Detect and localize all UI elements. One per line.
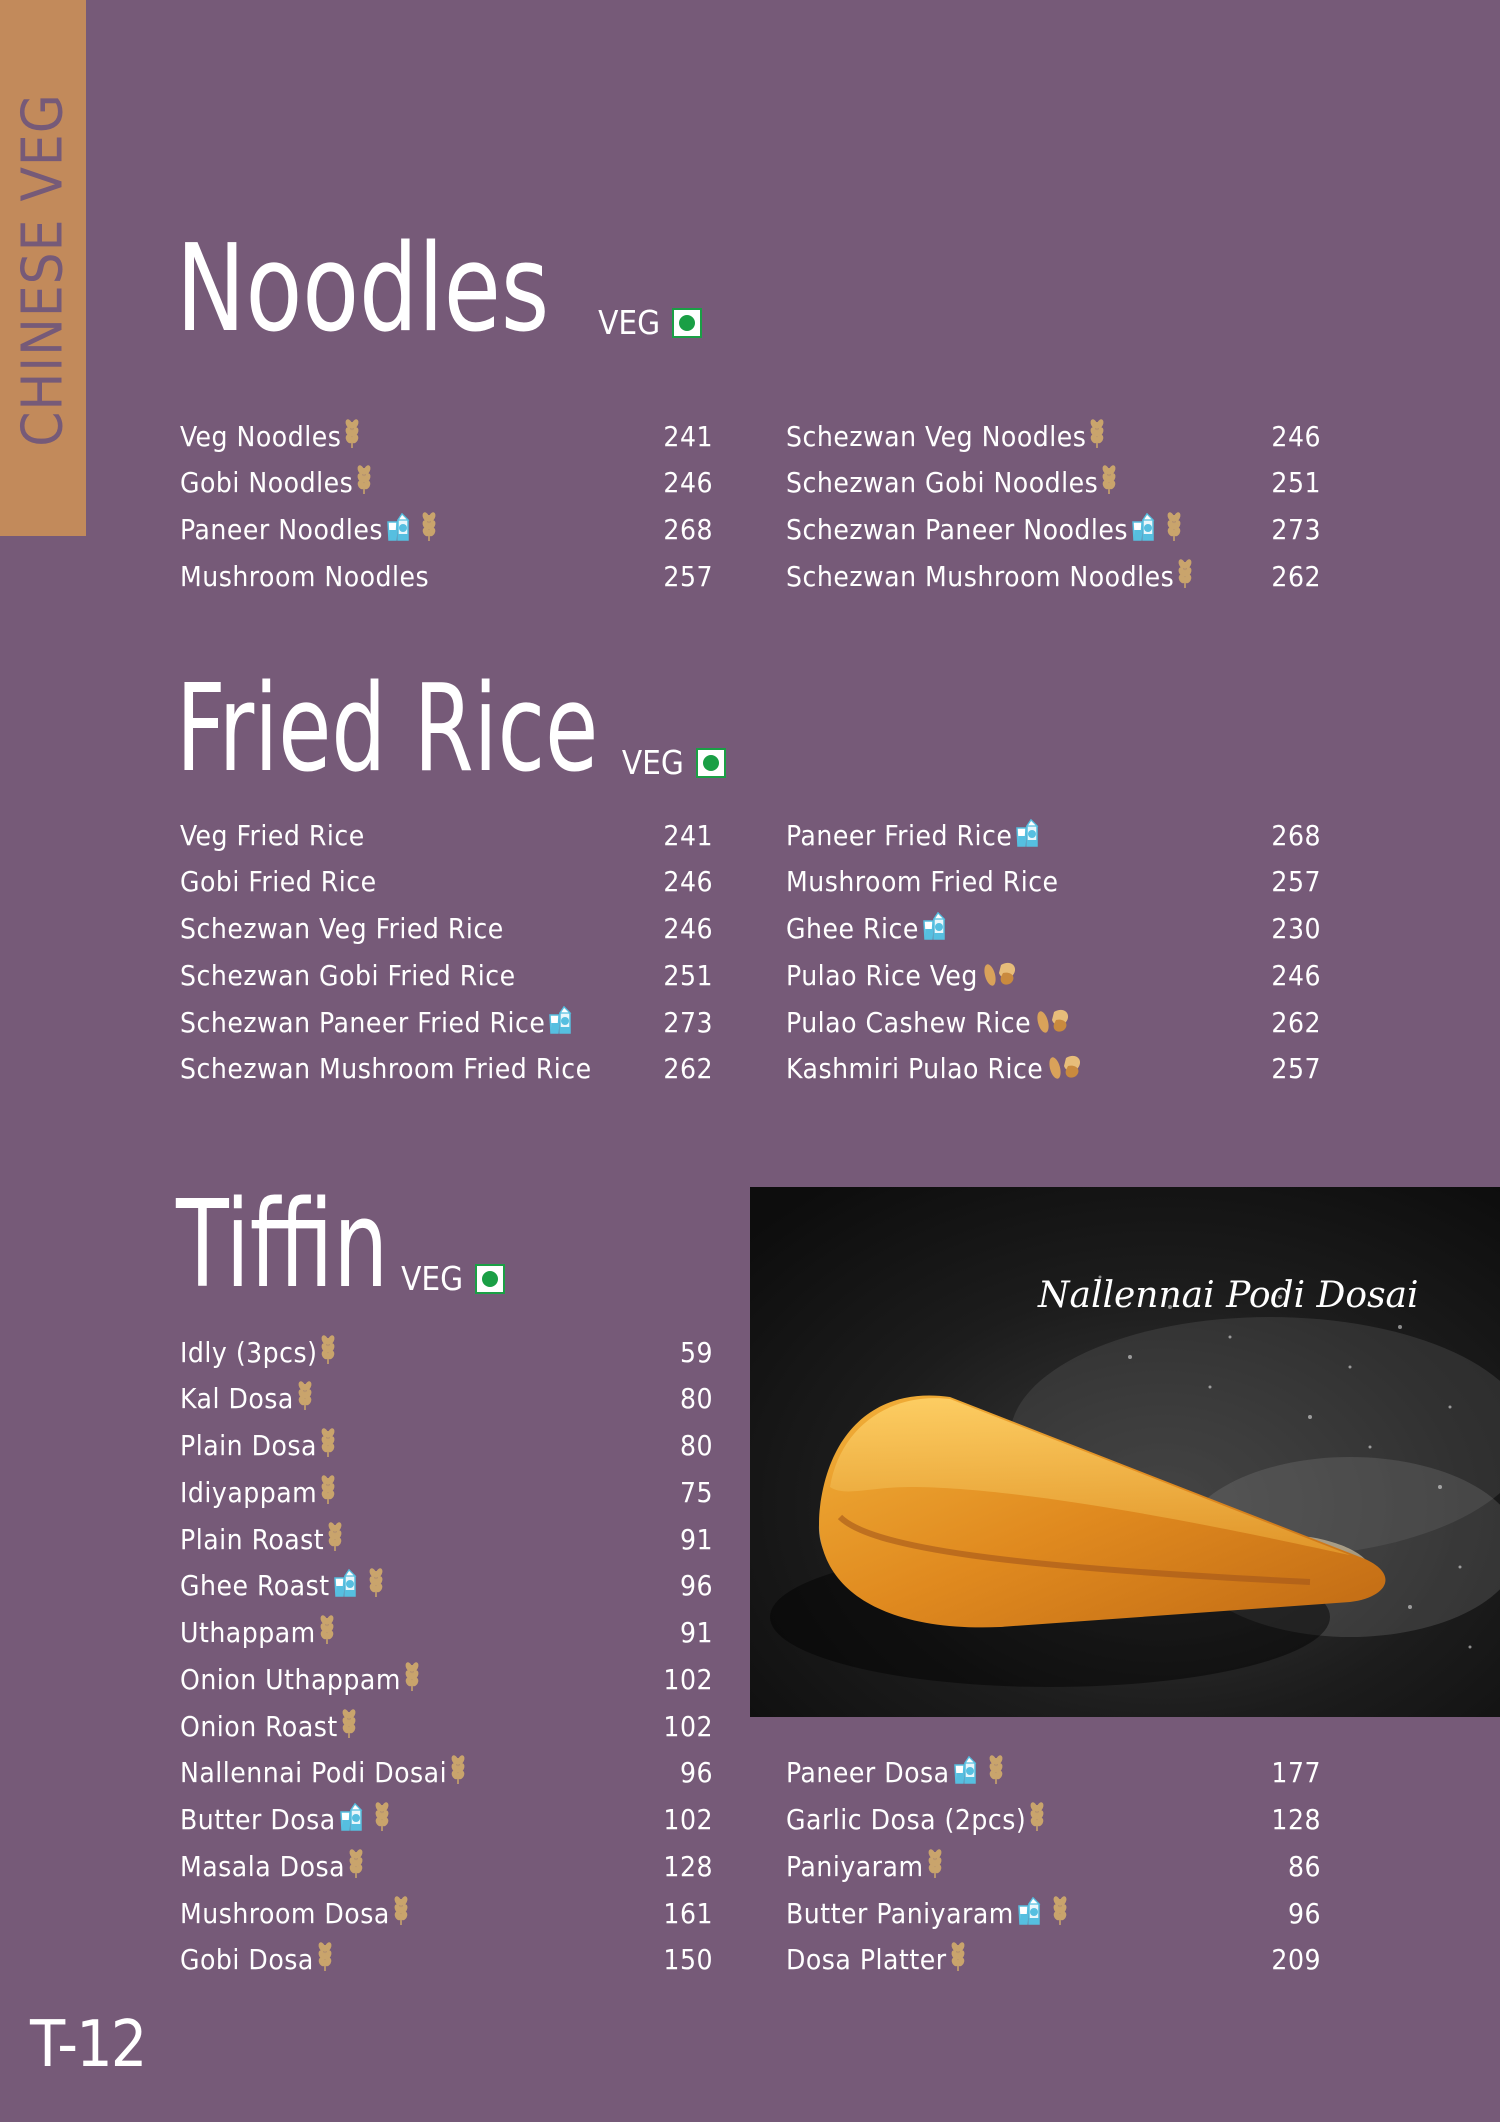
item-name <box>180 418 360 455</box>
item-icons <box>393 1895 409 1932</box>
menu-item <box>180 1656 713 1702</box>
wheat-icon <box>927 1848 943 1885</box>
menu-item <box>180 1423 713 1469</box>
dosa-image <box>750 1187 1500 1717</box>
menu-item <box>180 507 713 553</box>
wheat-icon <box>1166 511 1182 548</box>
item-icons <box>319 1614 335 1651</box>
item-icons <box>341 1708 357 1745</box>
item-name <box>180 1474 336 1511</box>
side-tab <box>0 0 86 536</box>
item-name-text: Schezwan Paneer Noodles <box>786 513 1129 546</box>
nuts-icon <box>1046 1048 1086 1089</box>
item-name <box>180 1708 357 1745</box>
item-name <box>180 1380 313 1417</box>
item-name-text: Gobi Dosa <box>180 1943 314 1977</box>
menu-item <box>786 1750 1321 1796</box>
menu-item <box>786 413 1321 459</box>
item-price: 128 <box>1271 1803 1321 1836</box>
menu-item <box>786 812 1321 858</box>
nuts-icon <box>981 955 1021 996</box>
item-icons <box>386 510 437 549</box>
wheat-icon <box>348 1848 364 1885</box>
item-name-text: Schezwan Veg Noodles <box>786 419 1087 453</box>
item-price: 246 <box>663 865 713 899</box>
item-price: 262 <box>1271 559 1321 593</box>
item-price: 241 <box>663 818 713 852</box>
item-icons <box>404 1661 420 1698</box>
item-price: 75 <box>679 1475 713 1509</box>
item-icons <box>1015 816 1047 855</box>
nuts-icon <box>1034 1002 1074 1043</box>
item-price: 246 <box>1271 419 1321 453</box>
wheat-icon <box>1052 1895 1068 1932</box>
item-name <box>786 909 954 948</box>
wheat-icon <box>421 511 437 548</box>
wheat-icon <box>950 1941 966 1978</box>
wheat-icon <box>393 1895 409 1932</box>
wheat-icon <box>320 1334 336 1371</box>
item-price: 273 <box>663 1005 713 1039</box>
item-price: 161 <box>663 1896 713 1930</box>
item-icons <box>344 418 360 455</box>
menu-item <box>180 1563 713 1609</box>
item-name <box>180 959 516 992</box>
wheat-icon <box>341 1708 357 1745</box>
item-price: 251 <box>1271 466 1321 500</box>
item-price: 80 <box>679 1429 713 1462</box>
item-name-text: Mushroom Noodles <box>180 559 430 593</box>
milk-icon <box>339 1800 371 1839</box>
milk-icon <box>1015 816 1047 855</box>
item-icons <box>548 1003 580 1042</box>
page-number: T-12 <box>30 2008 146 2082</box>
item-name-text: Nallennai Podi Dosai <box>180 1756 448 1790</box>
item-name-text: Schezwan Veg Fried Rice <box>180 912 504 945</box>
item-icons <box>317 1941 333 1978</box>
item-name <box>786 1941 966 1978</box>
item-name <box>180 1334 336 1371</box>
item-name-text: Plain Roast <box>180 1522 325 1556</box>
item-name <box>180 1800 390 1839</box>
item-name-text: Idly (3pcs) <box>180 1335 318 1369</box>
item-name-text: Kal Dosa <box>180 1382 294 1416</box>
item-price: 177 <box>1271 1756 1321 1790</box>
item-price: 59 <box>679 1335 713 1369</box>
milk-icon <box>953 1753 985 1792</box>
wheat-icon <box>1029 1801 1045 1838</box>
item-name-text: Dosa Platter <box>786 1943 947 1977</box>
item-price: 246 <box>663 912 713 945</box>
item-name-text: Mushroom Dosa <box>180 1896 390 1930</box>
wheat-icon <box>1101 464 1117 501</box>
tiffin-heading <box>176 1176 505 1315</box>
item-icons <box>950 1941 966 1978</box>
item-name-text: Mushroom Fried Rice <box>786 865 1059 899</box>
wheat-icon <box>344 418 360 455</box>
item-price: 209 <box>1271 1943 1321 1977</box>
item-name-text: Schezwan Mushroom Noodles <box>786 559 1175 593</box>
menu-item <box>180 906 713 952</box>
menu-item <box>786 999 1321 1045</box>
item-name <box>180 1661 420 1698</box>
wheat-icon <box>1089 418 1105 455</box>
menu-item <box>786 952 1321 998</box>
item-price: 246 <box>1271 958 1321 992</box>
item-name <box>786 464 1117 501</box>
menu-item <box>180 1516 713 1562</box>
item-price: 96 <box>679 1756 713 1790</box>
milk-icon <box>1017 1894 1049 1933</box>
item-name <box>786 1002 1074 1043</box>
item-price: 257 <box>663 559 713 593</box>
item-icons <box>1046 1048 1086 1089</box>
item-price: 268 <box>1271 818 1321 852</box>
menu-item <box>180 1703 713 1749</box>
menu-item <box>180 1046 713 1092</box>
menu-item <box>180 859 713 905</box>
veg-symbol-icon <box>672 308 702 338</box>
veg-text: VEG <box>598 303 661 342</box>
menu-item <box>786 1937 1321 1983</box>
item-name-text: Onion Uthappam <box>180 1662 401 1696</box>
item-name <box>180 1941 333 1978</box>
item-price: 241 <box>663 419 713 453</box>
item-icons <box>1177 558 1193 595</box>
item-name <box>180 819 365 852</box>
item-icons <box>927 1848 943 1885</box>
wheat-icon <box>368 1567 384 1604</box>
item-icons <box>320 1474 336 1511</box>
item-name <box>180 1848 364 1885</box>
wheat-icon <box>404 1661 420 1698</box>
item-icons <box>1029 1801 1045 1838</box>
item-price: 262 <box>1271 1005 1321 1039</box>
item-price: 96 <box>1287 1896 1321 1930</box>
item-name-text: Paneer Dosa <box>786 1756 950 1790</box>
wheat-icon <box>356 464 372 501</box>
item-price: 102 <box>663 1709 713 1743</box>
item-name-text: Butter Paniyaram <box>786 1896 1014 1930</box>
menu-item <box>180 413 713 459</box>
item-price: 80 <box>679 1382 713 1416</box>
milk-icon <box>386 510 418 549</box>
item-name-text: Veg Noodles <box>180 419 342 453</box>
milk-icon <box>548 1003 580 1042</box>
photo-caption: Nallennai Podi Dosai <box>1038 1275 1419 1316</box>
item-name <box>180 1427 336 1464</box>
side-tab-label: CHINESE VEG <box>10 93 76 447</box>
fried-rice-veg-label <box>622 743 726 782</box>
item-icons <box>922 909 954 948</box>
tiffin-veg-label <box>401 1259 505 1298</box>
item-name-text: Garlic Dosa (2pcs) <box>786 1803 1027 1836</box>
menu-item <box>180 1469 713 1515</box>
menu-item <box>786 1843 1321 1889</box>
item-icons <box>333 1566 384 1605</box>
menu-item <box>786 507 1321 553</box>
veg-text: VEG <box>621 743 684 782</box>
item-name <box>180 1521 343 1558</box>
item-price: 251 <box>663 958 713 992</box>
item-name-text: Paniyaram <box>786 1849 924 1883</box>
menu-item <box>180 1890 713 1936</box>
fried-rice-title: Fried Rice <box>176 660 599 799</box>
wheat-icon <box>374 1801 390 1838</box>
menu-item <box>180 460 713 506</box>
item-price: 246 <box>663 466 713 500</box>
wheat-icon <box>1177 558 1193 595</box>
menu-item <box>180 812 713 858</box>
item-name-text: Masala Dosa <box>180 1849 346 1883</box>
item-price: 102 <box>663 1662 713 1696</box>
veg-text: VEG <box>401 1259 464 1298</box>
item-name <box>180 510 437 549</box>
item-name <box>180 912 504 945</box>
milk-icon <box>333 1566 365 1605</box>
menu-item <box>180 553 713 599</box>
veg-symbol-icon <box>475 1264 505 1294</box>
item-name <box>180 1614 335 1651</box>
menu-item <box>786 1797 1321 1843</box>
menu-item <box>786 859 1321 905</box>
item-icons <box>327 1521 343 1558</box>
item-name-text: Pulao Rice Veg <box>786 958 978 992</box>
item-name <box>786 955 1021 996</box>
item-name-text: Veg Fried Rice <box>180 818 365 852</box>
item-icons <box>1089 418 1105 455</box>
item-name <box>786 1894 1068 1933</box>
wheat-icon <box>319 1614 335 1651</box>
item-price: 150 <box>663 1943 713 1977</box>
menu-item <box>180 1797 713 1843</box>
menu-item <box>180 1750 713 1796</box>
item-name <box>180 865 377 898</box>
item-name-text: Ghee Rice <box>786 912 919 945</box>
item-name-text: Schezwan Gobi Noodles <box>786 466 1099 500</box>
menu-item <box>180 1376 713 1422</box>
item-name-text: Gobi Noodles <box>180 466 354 500</box>
item-icons <box>1101 464 1117 501</box>
item-price: 257 <box>1271 1052 1321 1086</box>
item-name <box>180 1052 592 1085</box>
wheat-icon <box>320 1427 336 1464</box>
item-price: 268 <box>663 513 713 546</box>
item-icons <box>953 1753 1004 1792</box>
milk-icon <box>1131 510 1163 549</box>
item-name-text: Butter Dosa <box>180 1803 336 1836</box>
wheat-icon <box>317 1941 333 1978</box>
item-name <box>786 1753 1004 1792</box>
wheat-icon <box>297 1380 313 1417</box>
item-price: 128 <box>663 1849 713 1883</box>
item-name-text: Onion Roast <box>180 1709 338 1743</box>
item-name-text: Schezwan Paneer Fried Rice <box>180 1005 546 1039</box>
item-price: 86 <box>1287 1849 1321 1883</box>
item-name <box>786 816 1047 855</box>
wheat-icon <box>320 1474 336 1511</box>
item-name <box>786 510 1182 549</box>
item-icons <box>348 1848 364 1885</box>
menu-item <box>180 999 713 1045</box>
menu-item <box>786 1890 1321 1936</box>
item-icons <box>1017 1894 1068 1933</box>
veg-symbol-icon <box>696 748 726 778</box>
item-name-text: Gobi Fried Rice <box>180 865 377 899</box>
item-icons <box>981 955 1021 996</box>
wheat-icon <box>450 1754 466 1791</box>
menu-item <box>180 1610 713 1656</box>
milk-icon <box>922 909 954 948</box>
noodles-veg-label <box>598 303 702 342</box>
item-price: 230 <box>1271 912 1321 945</box>
item-icons <box>339 1800 390 1839</box>
item-name <box>180 1003 580 1042</box>
item-price: 257 <box>1271 865 1321 899</box>
tiffin-title: Tiffin <box>176 1176 389 1315</box>
item-name <box>180 1566 384 1605</box>
wheat-icon <box>327 1521 343 1558</box>
item-name-text: Kashmiri Pulao Rice <box>786 1052 1044 1086</box>
item-icons <box>1034 1002 1074 1043</box>
item-name <box>180 560 429 593</box>
wheat-icon <box>988 1754 1004 1791</box>
menu-item <box>180 1843 713 1889</box>
item-icons <box>1131 510 1182 549</box>
item-name-text: Schezwan Gobi Fried Rice <box>180 958 516 992</box>
item-price: 91 <box>679 1522 713 1556</box>
item-name <box>786 418 1105 455</box>
item-name <box>786 865 1059 898</box>
dosa-photo <box>750 1187 1500 1717</box>
item-name <box>180 1754 466 1791</box>
item-name <box>786 558 1193 595</box>
item-name-text: Paneer Fried Rice <box>786 818 1013 852</box>
item-price: 262 <box>663 1052 713 1086</box>
noodles-heading <box>176 220 702 359</box>
menu-item <box>786 460 1321 506</box>
item-price: 102 <box>663 1803 713 1836</box>
item-name <box>786 1048 1086 1089</box>
menu-item <box>786 906 1321 952</box>
item-name-text: Idiyappam <box>180 1475 318 1509</box>
item-icons <box>356 464 372 501</box>
menu-item <box>786 553 1321 599</box>
menu-item <box>180 1329 713 1375</box>
item-price: 96 <box>679 1569 713 1603</box>
item-name <box>786 1848 943 1885</box>
item-price: 91 <box>679 1616 713 1649</box>
item-name <box>786 1801 1045 1838</box>
menu-item <box>180 952 713 998</box>
item-name-text: Pulao Cashew Rice <box>786 1005 1032 1039</box>
item-name-text: Uthappam <box>180 1616 316 1649</box>
item-name-text: Schezwan Mushroom Fried Rice <box>180 1052 592 1086</box>
item-name <box>180 464 372 501</box>
item-icons <box>320 1427 336 1464</box>
fried-rice-heading <box>176 660 726 799</box>
item-icons <box>297 1380 313 1417</box>
item-name <box>180 1895 409 1932</box>
noodles-title: Noodles <box>176 220 550 359</box>
menu-item <box>786 1046 1321 1092</box>
item-icons <box>450 1754 466 1791</box>
item-name-text: Plain Dosa <box>180 1429 317 1462</box>
item-price: 273 <box>1271 513 1321 546</box>
item-icons <box>320 1334 336 1371</box>
item-name-text: Ghee Roast <box>180 1569 330 1603</box>
menu-item <box>180 1937 713 1983</box>
item-name-text: Paneer Noodles <box>180 513 383 546</box>
